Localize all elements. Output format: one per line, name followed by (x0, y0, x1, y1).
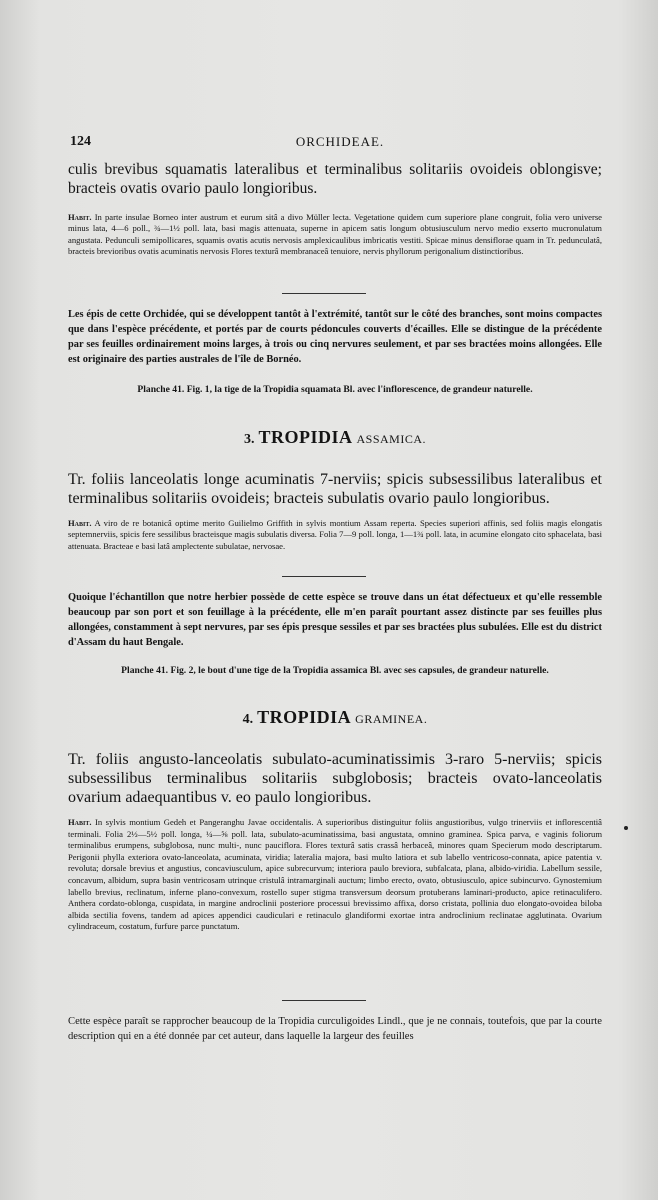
habit-label: Habit. (68, 518, 92, 528)
page-header (70, 134, 610, 152)
page-number: 124 (70, 134, 91, 149)
habitat-paragraph-2 (68, 212, 602, 257)
habit-text: In parte insulae Borneo inter austrum et eurum sitâ a divo Müller lecta. Vegetatione quidem cum superiore plane congruit, folia vero universe minus lata, 4—6 poll., ¾—1½ poll. lata, basi magis attenuata, superne in apicem satis longum obtusiusculum nervo medio exserto mucronulatum angustata. Pedunculi semipollicares, squamis ovatis acutis nervosis amplexicaulibus imbricatis vestiti. Spicae minus densiflorae quam in Tr. pedunculatâ, bracteis brevioribus ovatis acuminatis nervosis Flores texturâ membranaceâ tenuiore, nervis phyllorum perigonalium distinctioribus. (68, 212, 602, 256)
species-number: 4. (242, 712, 254, 727)
continuation-diagnosis: culis brevibus squamatis lateralibus et terminalibus solitariis ovoideis oblongisve; bracteis ovatis ovario paulo longioribus. (68, 161, 602, 197)
french-description-2: Les épis de cette Orchidée, qui se développent tantôt à l'extrémité, tantôt sur le côté des branches, sont moins compactes que dans l'espèce précédente, et portés par de courts pédoncules couverts d'écailles. Elle se distingue de la précédente par ses feuilles ordinairement moins larges, à trois ou cinq nervures seulement, et par ses bractées moins allongées. Elle est originaire des parties australes de l'île de Bornéo. (68, 309, 602, 365)
plate-caption-3: Planche 41. Fig. 2, le bout d'une tige de la Tropidia assamica Bl. avec ses capsules, de grandeur naturelle. (121, 665, 549, 676)
habit-label: Habit. (68, 212, 92, 222)
species-epithet: ASSAMICA. (356, 432, 427, 446)
habit-text: In sylvis montium Gedeh et Pangeranghu Javae occidentalis. A superioribus distinguitur foliis angustioribus, vulgo trinerviis et inflorescentiâ terminali. Folia 2½—5½ poll. longa, ¼—⅝ poll. lata, subulato-acuminatissima, basi angustata, omnino graminea. Spica parva, e vaginis foliorum terminalibus erumpens, subglobosa, nunc multi-, nunc pauciflora. Flores texturâ satis crassâ herbaceâ, minores quam Specierum modo descriptarum. Perigonii phylla exteriora ovato-lanceolata, acuminata, viridia; lateralia majora, basi multo latiora et sub labello ventricoso-connata, apice patentia v. revoluta; dorsale brevius et angustius, concaviusculum, apice subrecurvum; interiora paulo breviora, subfalcata, plana, albido-viridia. Labellum sessile, concavum, albidum, supra basin ventricosam utrinque cristulâ intramarginali auctum; limbo erecto, ovato, obtusiusculo, apice subincurvo. Gynostemium labello brevius, reclinatum, inferne plano-convexum, rostello super stigma transversum deorsum protuberans laminari-producto, apice retinaculifero. Anthera cordato-oblonga, cuspidata, in margine androclinii posteriore processui brevissimo affixa, dorso cristata, pollinia duo elongato-ovoidea biloba albida sectilia fovens, tandem ad apices appendici caudiculari e retinaculo glandiformi exortae intra androclinium reclinatae agglutinata. Ovarium cylindraceum, costatum, furfure parce punctatum. (68, 817, 602, 932)
french-description-4: Cette espèce paraît se rapprocher beaucoup de la Tropidia curculigoides Lindl., que je ne connais, toutefois, que par la courte description qui en a été donnée par cet auteur, dans laquelle la largeur des feuilles (68, 1016, 602, 1042)
ink-speck (624, 826, 628, 830)
habitat-paragraph-3 (68, 518, 602, 552)
habit-text: A viro de re botanicâ optime merito Guilielmo Griffith in sylvis montium Assam reperta. Species superiori affinis, sed foliis magis elongatis septemnerviis, spicis fere sessilibus bracteisque magis subulatis diversa. Folia 7—9 poll. longa, 1—1¾ poll. lata, in acumine elongato cito sphacelata, basi attenuata. Bracteae e basi latâ amplectente subulatae, nervosae. (68, 518, 602, 551)
species-number: 3. (243, 432, 255, 447)
section-divider (282, 576, 366, 577)
habit-label: Habit. (68, 817, 92, 827)
genus-name: TROPIDIA (257, 707, 352, 727)
plate-caption-2: Planche 41. Fig. 1, la tige de la Tropidia squamata Bl. avec l'inflorescence, de grandeur naturelle. (137, 384, 533, 395)
species-diagnosis-4: Tr. foliis angusto-lanceolatis subulato-acuminatissimis 3-raro 5-nerviis; spicis subsessilibus terminalibus solitariis subglobosis; bracteis ovato-lanceolatis ovarium adaequantibus v. eo paulo longioribus. (68, 751, 602, 806)
section-divider (282, 293, 366, 294)
running-title: ORCHIDEAE. (295, 134, 385, 149)
species-heading-3 (68, 427, 602, 448)
species-epithet: GRAMINEA. (355, 712, 428, 726)
genus-name: TROPIDIA (258, 427, 353, 447)
species-heading-4 (68, 707, 602, 728)
section-divider (282, 1000, 366, 1001)
species-diagnosis-3: Tr. foliis lanceolatis longe acuminatis 7-nerviis; spicis subsessilibus lateralibus et terminalibus solitariis ovoideis; bracteis subulatis ovario paulo longioribus. (68, 471, 602, 507)
habitat-paragraph-4 (68, 817, 602, 933)
french-description-3: Quoique l'échantillon que notre herbier possède de cette espèce se trouve dans un état défectueux et qu'elle ressemble beaucoup par son port et son feuillage à la précédente, elle m'en paraît pourtant assez distincte par ses feuilles plus allongées, constamment à sept nervures, par ses épis presque sessiles et par ses bractées plus subulées. Elle est du district d'Assam du haut Bengale. (68, 592, 602, 648)
